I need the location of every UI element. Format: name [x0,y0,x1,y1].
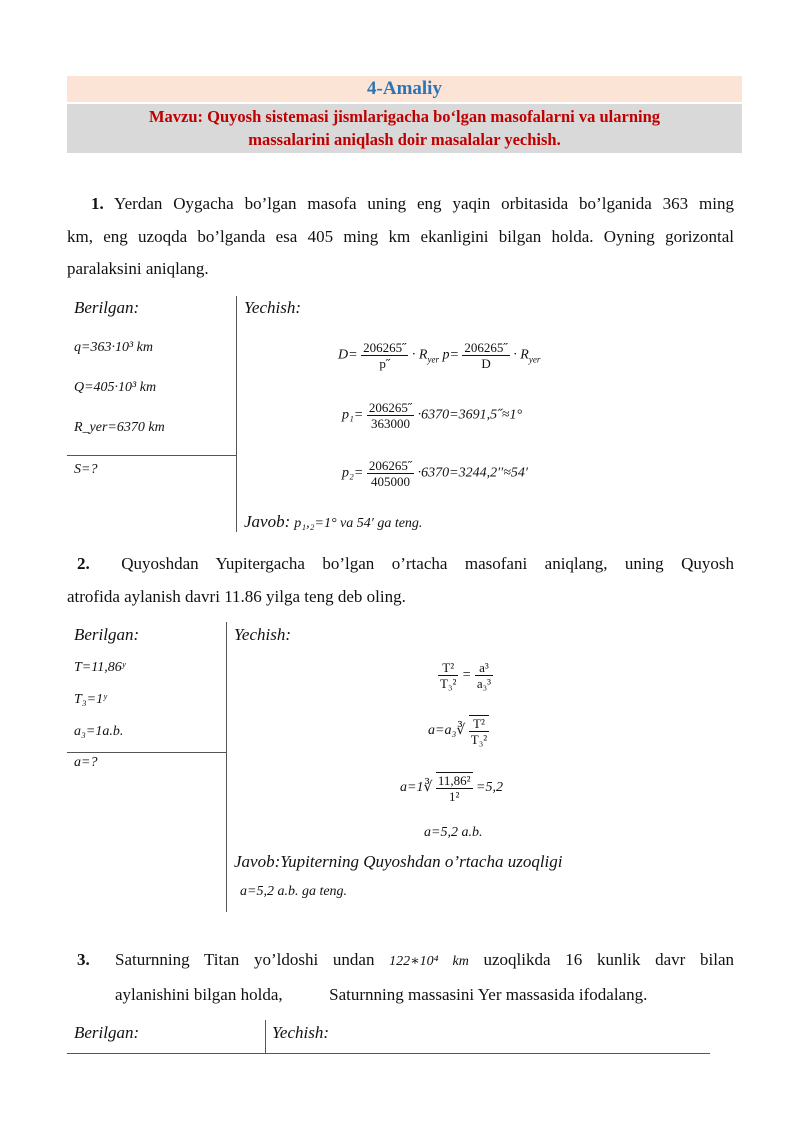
topic-line-1: Mavzu: Quyosh sistemasi jismlarigacha bo‘lgan masofalarni va ularning [148,107,661,126]
problem-1-number: 1. [91,194,104,213]
problem-1-formula-row-1: D= $\frac{206265˝}{p˝}$ · $R_{yer}$ p= $\frac{206265˝}{D}$ · $R_{yer}$ [338,340,541,371]
problem-3-divider [265,1020,266,1054]
problem-1-line-2: km, eng uzoqda bo’lganda esa 405 ming km ekanligini bilgan holda. Oyning gorizontal [67,226,734,246]
problem-3-line-1a: Saturnning Titan yo’ldoshi undan [115,950,375,969]
problem-2-given-label: Berilgan: [74,625,140,644]
problem-2-line-2: atrofida aylanish davri 11.86 yilga teng deb oling. [67,586,406,606]
problem-3-given-label: Berilgan: [74,1023,140,1042]
problem-1-divider [236,296,237,532]
problem-3-solution-label: Yechish: [272,1023,329,1042]
problem-3-line-1b: uzoqlikda 16 kunlik davr bilan [483,950,734,969]
problem-2-given-a3: a₃=1a.b. [74,724,124,739]
problem-1-find: S=? [74,462,98,477]
topic-line-2: massalarini aniqlash doir masalalar yechish. [248,130,561,149]
problem-1-given-R: R_yer=6370 km [74,420,165,435]
problem-1-line-1: Yerdan Oygacha bo’lgan masofa uning eng yaqin orbitasida bo’lganida 363 ming [114,194,735,213]
problem-3-line-2a: aylanishini bilgan holda, [115,984,283,1004]
problem-1-answer: Javob: p₁,₂=1° va 54′ ga teng. [244,512,423,531]
problem-1-given-Q: Q=405·10³ km [74,380,157,395]
problem-1-given-q: q=363·10³ km [74,340,153,355]
problem-1-given-label: Berilgan: [74,298,140,317]
problem-1-formula-row-3: p₂= $\frac{206265˝}{405000}$ ·6370=3244,2′′≈54′ [342,458,528,489]
problem-3-math: 122∗10⁴ km [389,954,469,969]
page-title: 4-Amaliy [67,76,742,102]
problem-2-answer-math: a=5,2 a.b. ga teng. [240,884,348,899]
problem-2-given-T: T=11,86ʸ [74,660,126,675]
problem-3-bottom-rule [67,1053,710,1054]
problem-2-formula-row-3: a=1∛ $\frac{\text{11,86²}}{\text{1²}}$ =5,2 [400,773,503,804]
problem-2-formula-row-1: $\frac{\text{T²}}{\text{T₃²}}$ = $\frac{\text{a³}}{\text{a₃³}}$ [440,660,492,691]
problem-1-line-3: paralaksini aniqlang. [67,259,209,278]
problem-2-line-1: Quyoshdan Yupitergacha bo’lgan o’rtacha masofani aniqlang, uning Quyosh [121,554,734,573]
problem-1-given-divider [67,455,236,456]
problem-1-formula-row-2: p₁= $\frac{206265˝}{363000}$ ·6370=3691,5˝≈1° [342,400,523,431]
topic-heading [67,104,742,153]
problem-1-solution-label: Yechish: [244,298,301,317]
problem-2-find: a=? [74,755,98,770]
problem-2-answer-text: Javob:Yupiterning Quyoshdan o’rtacha uzoqligi [234,852,563,871]
problem-3-number: 3. [77,950,90,969]
problem-2-text [67,548,734,613]
problem-3-text [67,944,734,1011]
problem-1-text [67,188,734,286]
problem-2-given-T3: T₃=1ʸ [74,692,107,707]
problem-2-number: 2. [77,554,90,573]
problem-2-formula-row-2: a=a₃∛ $\frac{\text{T²}}{\text{T₃²}}$ [428,716,488,747]
problem-3-line-2b: Saturnning massasini Yer massasida ifodalang. [329,984,648,1004]
problem-2-divider [226,622,227,912]
problem-2-formula-row-4: a=5,2 a.b. [424,825,483,840]
problem-2-given-divider [67,752,226,753]
problem-2-solution-label: Yechish: [234,625,291,644]
